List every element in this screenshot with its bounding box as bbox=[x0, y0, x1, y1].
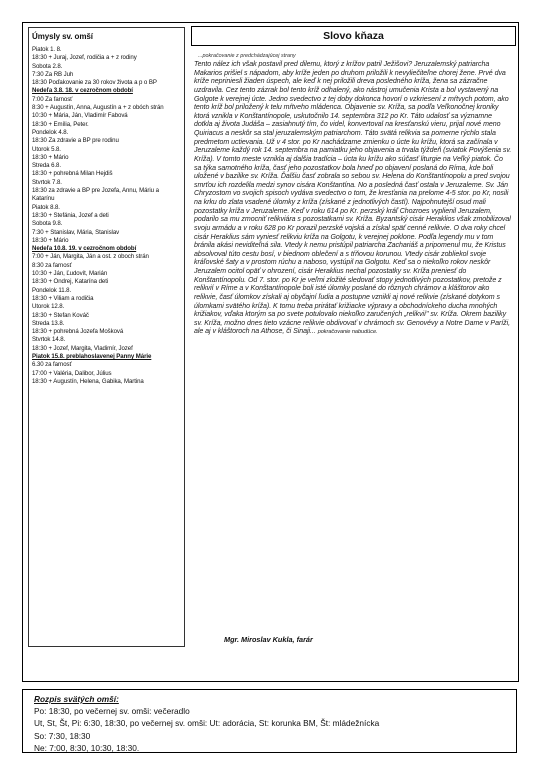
mass-intentions-list bbox=[32, 46, 182, 386]
article-body bbox=[194, 61, 512, 337]
intention-row: Piatok 8.8. bbox=[32, 203, 60, 211]
intention-row: 18:30 + Juraj, Jozef, rodičia a + z rodiny bbox=[32, 54, 137, 62]
intention-row: 7:30 Za RB Juh bbox=[32, 70, 74, 78]
intention-row: Nedeľa 10.8. 19. v cezročnom období bbox=[32, 245, 137, 253]
article-title: Slovo kňaza bbox=[191, 26, 516, 46]
intention-row: Pondelok 4.8. bbox=[32, 128, 69, 136]
schedule-line: Po: 18:30, po večernej sv. omši: večeradlo bbox=[34, 706, 190, 717]
mass-intentions-panel bbox=[28, 27, 185, 647]
schedule-line: So: 7:30, 18:30 bbox=[34, 730, 91, 741]
intention-row: 18:30 + Mário bbox=[32, 236, 69, 244]
intention-row: 8:30 + Augustín, Anna, Augustín a + z obóch strán bbox=[32, 104, 164, 112]
intention-row: 18:30 + Ondrej, Katarína deti bbox=[32, 278, 109, 286]
intention-row: Streda 13.8. bbox=[32, 319, 65, 327]
intention-row: 10:30 + Ján, Ľudovít, Marián bbox=[32, 270, 108, 278]
intention-row: 18:30 za zdravie a BP pre Jozefa, Annu, Máriu a Katarínu bbox=[32, 187, 159, 203]
intention-row: 18:30 + Mário bbox=[32, 153, 69, 161]
intention-row: Nedeľa 3.8. 18. v cezročnom období bbox=[32, 87, 133, 95]
intention-row: Štvrtok 14.8. bbox=[32, 336, 66, 344]
intention-row: 8:30 za farnosť bbox=[32, 261, 72, 269]
bulletin-page bbox=[22, 22, 519, 753]
intention-row: 18:30 + Viliam a rodičia bbox=[32, 294, 94, 302]
schedule-line: Ut, St, Št, Pi: 6:30, 18:30, po večernej sv. omši: Ut: adorácia, St: korunka BM, Št: mládežnícka bbox=[34, 718, 380, 729]
mass-schedule-lines bbox=[34, 705, 505, 754]
intention-row: 18:30 + Štefan Kováč bbox=[32, 311, 89, 319]
intention-row: 18:30 + pohrebná Milan Hejdiš bbox=[32, 170, 113, 178]
intention-row: Štvrtok 7.8. bbox=[32, 178, 62, 186]
intention-row: Piatok 15.8. preblahoslavenej Panny Márie bbox=[32, 352, 152, 360]
schedule-line: Ne: 7:00, 8:30, 10:30, 18:30. bbox=[34, 742, 140, 753]
intention-row: 6.30 za farnosť bbox=[32, 361, 72, 369]
intention-row: 18:30 + Augustín, Helena, Gabika, Martina bbox=[32, 377, 144, 385]
continuation-note: pokračovanie nabudúce. bbox=[317, 329, 378, 336]
author-signature: Mgr. Miroslav Kukla, farár bbox=[224, 635, 313, 644]
intention-row: Sobota 9.8. bbox=[32, 220, 63, 228]
mass-intentions-heading: Úmysly sv. omší bbox=[32, 32, 93, 41]
intention-row: 18:30 + pohrebná Jozefa Mošková bbox=[32, 328, 124, 336]
mass-schedule-title: Rozpis svätých omší: bbox=[34, 694, 119, 704]
intention-row: 18:30 + Jozef, Margita, Vladimír, Jozef bbox=[32, 344, 133, 352]
intention-row: Piatok 1. 8. bbox=[32, 46, 62, 53]
mass-schedule-box bbox=[22, 689, 517, 753]
intention-row: Streda 6.8. bbox=[32, 162, 61, 170]
intention-row: Sobota 2.8. bbox=[32, 62, 63, 70]
intention-row: 17:00 + Valéria, Dalibor, Július bbox=[32, 369, 112, 377]
intention-row: 18:30 + Emília, Peter. bbox=[32, 120, 89, 128]
intention-row: 18:30 + Štefánia, Jozef a deti bbox=[32, 211, 109, 219]
intention-row: 10:30 + Mária, Ján, Vladimír Fabová bbox=[32, 112, 128, 120]
main-frame bbox=[22, 22, 519, 682]
continued-note: ...pokračovanie z predchádzajúcej strany bbox=[198, 53, 296, 59]
article-text: Tento nález ich však postavil pred dilemu, ktorý z krížov patril Ježišovi? Jeruzalemský patriarcha Makarios prišiel s nápadom, aby kríže jeden po druhom priložili k nevyliečiteľne chorej žene. Prvé dva kríže nepriniesli žiaden úspech, ale keď k nej priložili dreva posledného kríža, žena sa zázračne uzdravila. Cez tento zázrak bol tento kríž odhalený, ako nástroj umučenia Krista a bol vystavený na Golgote k verejnej úcte. Jedno svedectvo z tej doby dokonca hovorí o vzkriesení z mŕtvych potom, ako tento kríž bol priložený k telu mŕtveho mládenca. Objavenie sv. Kríža, sa podľa Veľkonočnej kroniky ktorá vznikla v Konštantínopole, uskutočnilo 14. septembra 312 po Kr. Táto udalosť sa významne dotkla aj života Judáša – zasiahnutý tím, čo videl, konvertoval na kresťanskú vieru, prijal nové meno Quiriacus a neskôr sa stal jeruzalemským patriarchom. Táto svätá relikvia sa pomerne rýchlo stala predmetom uctievania. Už v 4 stor. po Kr nachádzame zmienku o úcte ku krížu, ktorá sa začínala v Jeruzaleme každý rok 14. septembra na pamiatku jeho objavenia a trvala týždeň (sviatok Povýšenia sv. Kríža). V tomto meste vznikla aj dalšia tradícia – úcta ku krížu ako súčasť liturgie na Veľký piatok. Čo sa týka samotného kríža, časť jeho pozostatkov bola hneď po objavení poslaná do Ríma, kde boli uložené v bazilike sv. Kríža. Ďalšiu časť zobrala so sebou sv. Helena do Konštantínopolu a pred svojou smrťou ich rozdelila medzi synov cisára Konštantína. No a posledná časť ostala v Jeruzaleme. Sv. Ján Chryzostom vo svojich spisoch vydáva svedectvo o tom, že kresťania na prelome 4-5 stor. po Kr, nosili na krku do zlata vsadené úlomky z kríža (získané z jednotlivých častí). Najpohnutejší osud mali pozostatky kríža v Jeruzaleme. Keď v roku 614 po Kr. perzský kráľ Chozroes vyplienil Jeruzalem, podarilo sa mu zmocniť relikviára s pozostatkami sv. Kríža. Byzantský cisár Heraklios však zmobilizoval svoju armádu a v roku 628 po Kr porazil perzské vojská a získal späť cenné relikvie. O dva roky chcel cisár Heraklius sám vyniesť relikviu kríža na Golgotu, k verejnej poklone. Podľa legendy mu v tom bránila akási neviditeľná sila. Vtedy k nemu pristúpil patriarcha Zachariáš a pripomenul mu, že Kristus absolvoval túto cestu bosí, v biednom oblečení a s tŕňovou korunou. Vtedy cisár zobliekol svoje kráľovské šaty a v prostom rúchu a naboso, vystúpil na Golgotu. Keď sa o niekoľko rokov neskôr Jeruzalem ocitol opäť v ohrození, cisár Heraklius nechal pozostatky sv. Kríža preniesť do Konštantínopolu. Od 7. stor. po Kr je veľmi zložité sledovať stopy jednotlivých pozostatkov, pretože z relikvií v Ríme a v Konštantínopole boli isté úlomky poslané do rôznych chrámov a kláštorov ako relikvie, časť úlomkov získali aj obyčajní ľudia a postupne vznikli aj nové relikvie (získané dotykom s úlomkami svätého kríža). K tomu treba prirátať križiacke výpravy a obchodníckeho ducha mnohých križiakov, vďaka ktorým sa po svete potulovalo niekoľko zaručených „relikvií" sv. Kríža. Okrem baziliky sv. Kríža, možno dnes tieto vzácne relikvie obdivovať v chrámoch sv. Genovévy a Notre Dame v Paríži, ale aj v kláštoroch na Athose, či Sinaji... bbox=[194, 61, 512, 336]
intention-row: 7:00 Za farnosť bbox=[32, 95, 73, 103]
intention-row: 18:30 Za zdravie a BP pre rodinu bbox=[32, 137, 119, 145]
article-column bbox=[191, 26, 516, 677]
intention-row: Utorok 12.8. bbox=[32, 303, 65, 311]
intention-row: Pondelok 11.8. bbox=[32, 286, 72, 294]
intention-row: 7:00 + Ján, Margita, Ján a ost. z oboch strán bbox=[32, 253, 149, 261]
intention-row: Utorok 5.8. bbox=[32, 145, 61, 153]
intention-row: 7:30 + Stanislav, Mária, Stanislav bbox=[32, 228, 120, 236]
intention-row: 18:30 Poďakovanie za 30 rokov života a p o BP bbox=[32, 79, 157, 87]
